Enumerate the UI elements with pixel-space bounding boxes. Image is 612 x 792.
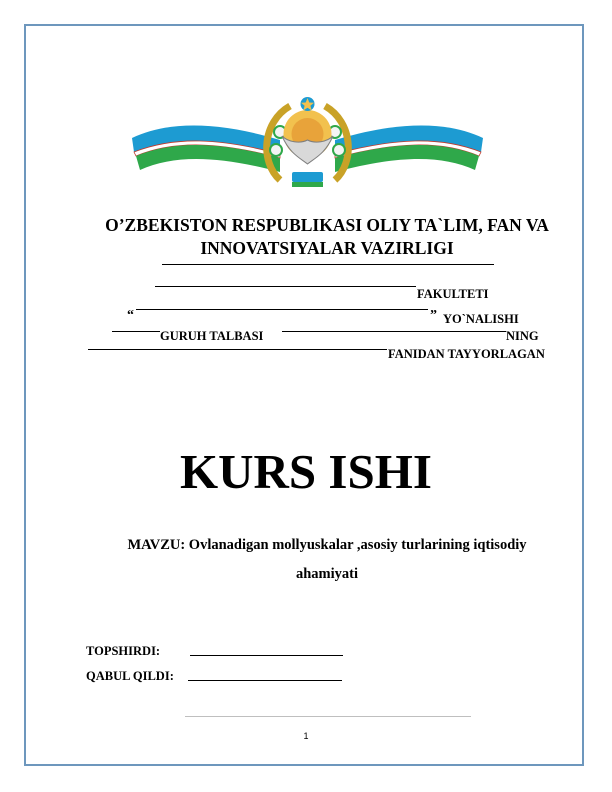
- accepted-signature-blank: [188, 680, 342, 681]
- faculty-label: FAKULTETI: [417, 287, 489, 301]
- faculty-blank: [155, 286, 416, 287]
- ministry-heading: [80, 214, 574, 260]
- ning-label: NING: [506, 329, 539, 343]
- accepted-label: QABUL QILDI:: [86, 669, 174, 683]
- direction-blank: [136, 309, 428, 310]
- subject-blank: [88, 349, 387, 350]
- footer-divider: [185, 716, 471, 717]
- ministry-line-1: O’ZBEKISTON RESPUBLIKASI OLIY TA`LIM, FAN VA: [105, 215, 549, 235]
- document-title: KURS ISHI: [180, 444, 432, 499]
- student-name-blank: [282, 331, 506, 332]
- group-prefix-blank: [112, 331, 160, 332]
- submitted-signature-blank: [190, 655, 343, 656]
- blank-line-1: [162, 264, 494, 265]
- topic-line-2: ahamiyati: [295, 566, 359, 582]
- ministry-line-2: INNOVATSIYALAR VAZIRLIGI: [200, 238, 454, 258]
- group-student-label: GURUH TALBASI: [160, 329, 264, 343]
- close-quote: ”: [430, 308, 437, 323]
- submitted-label: TOPSHIRDI:: [86, 644, 161, 658]
- open-quote: “: [127, 308, 134, 323]
- state-emblem-icon: [130, 92, 485, 196]
- topic-line-1: MAVZU: Ovlanadigan mollyuskalar ,asosiy turlarining iqtisodiy: [127, 537, 527, 553]
- page-number: 1: [303, 731, 309, 741]
- topic-block: [90, 531, 564, 589]
- direction-label: YO`NALISHI: [443, 312, 519, 326]
- prepared-label: FANIDAN TAYYORLAGAN: [388, 347, 545, 361]
